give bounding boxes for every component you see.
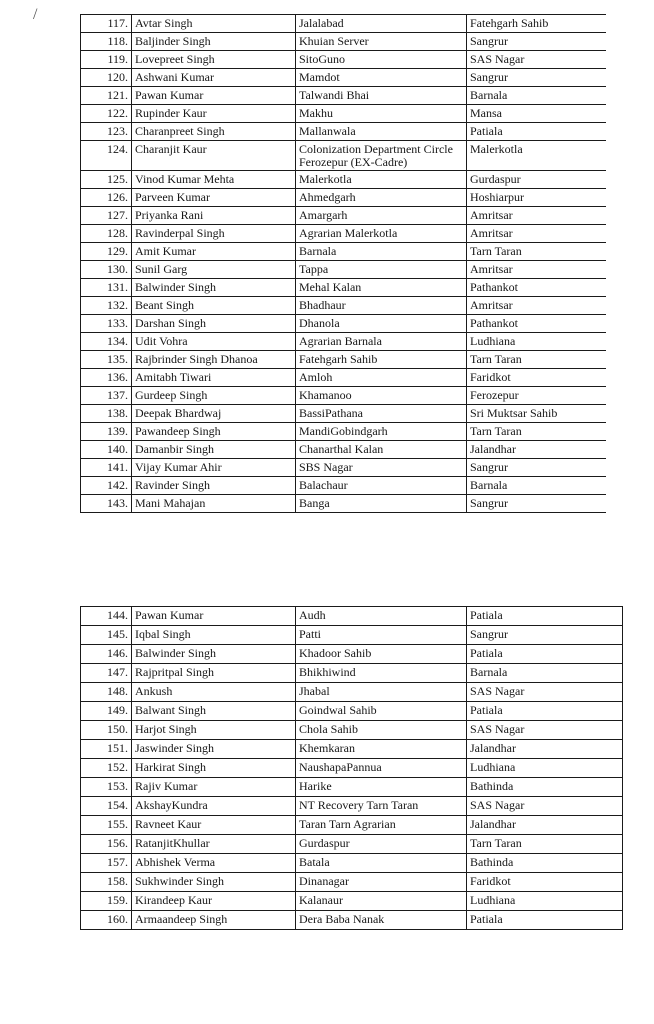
district-cell: Tarn Taran <box>467 243 607 261</box>
table-row <box>81 15 607 33</box>
district-cell: SAS Nagar <box>467 683 623 702</box>
table-row <box>81 279 607 297</box>
serial-number-cell: 119. <box>81 51 132 69</box>
posting-place-cell: Gurdaspur <box>296 835 467 854</box>
employee-name-cell: Jaswinder Singh <box>132 740 296 759</box>
employee-name-cell: Vijay Kumar Ahir <box>132 459 296 477</box>
table-row <box>81 892 623 911</box>
employee-name-cell: Balwant Singh <box>132 702 296 721</box>
employee-name-cell: Baljinder Singh <box>132 33 296 51</box>
posting-place-cell: Bhikhiwind <box>296 664 467 683</box>
district-cell: Bathinda <box>467 778 623 797</box>
employee-name-cell: Pawan Kumar <box>132 607 296 626</box>
employee-name-cell: Udit Vohra <box>132 333 296 351</box>
posting-place-cell: Chanarthal Kalan <box>296 441 467 459</box>
serial-number-cell: 152. <box>81 759 132 778</box>
employee-name-cell: Gurdeep Singh <box>132 387 296 405</box>
table-row <box>81 387 607 405</box>
district-cell: Pathankot <box>467 315 607 333</box>
serial-number-cell: 151. <box>81 740 132 759</box>
serial-number-cell: 146. <box>81 645 132 664</box>
district-cell: Barnala <box>467 664 623 683</box>
posting-place-cell: MandiGobindgarh <box>296 423 467 441</box>
district-cell: Fatehgarh Sahib <box>467 15 607 33</box>
district-cell: Amritsar <box>467 225 607 243</box>
posting-place-cell: Malerkotla <box>296 171 467 189</box>
table-row <box>81 189 607 207</box>
table-row <box>81 459 607 477</box>
district-cell: Tarn Taran <box>467 351 607 369</box>
serial-number-cell: 120. <box>81 69 132 87</box>
employee-name-cell: Pawandeep Singh <box>132 423 296 441</box>
employee-name-cell: Balwinder Singh <box>132 645 296 664</box>
district-cell: Pathankot <box>467 279 607 297</box>
posting-place-cell: Mehal Kalan <box>296 279 467 297</box>
serial-number-cell: 135. <box>81 351 132 369</box>
posting-place-cell: Fatehgarh Sahib <box>296 351 467 369</box>
posting-place-cell: Balachaur <box>296 477 467 495</box>
posting-place-cell: Jalalabad <box>296 15 467 33</box>
employee-name-cell: Beant Singh <box>132 297 296 315</box>
district-cell: Ludhiana <box>467 759 623 778</box>
district-cell: Sangrur <box>467 626 623 645</box>
posting-place-cell: Khemkaran <box>296 740 467 759</box>
table-row <box>81 171 607 189</box>
posting-place-cell: Dinanagar <box>296 873 467 892</box>
posting-place-cell: Khamanoo <box>296 387 467 405</box>
district-cell: SAS Nagar <box>467 51 607 69</box>
district-cell: Jalandhar <box>467 441 607 459</box>
serial-number-cell: 141. <box>81 459 132 477</box>
table-row <box>81 441 607 459</box>
table-row <box>81 87 607 105</box>
table-row <box>81 351 607 369</box>
table-row <box>81 495 607 513</box>
posting-place-cell: Harike <box>296 778 467 797</box>
employee-name-cell: Mani Mahajan <box>132 495 296 513</box>
district-cell: Ferozepur <box>467 387 607 405</box>
district-cell: Barnala <box>467 477 607 495</box>
posting-place-cell: Talwandi Bhai <box>296 87 467 105</box>
employee-name-cell: Amit Kumar <box>132 243 296 261</box>
serial-number-cell: 121. <box>81 87 132 105</box>
district-cell: Patiala <box>467 702 623 721</box>
district-cell: Patiala <box>467 607 623 626</box>
district-cell: Gurdaspur <box>467 171 607 189</box>
district-cell: Bathinda <box>467 854 623 873</box>
table-row <box>81 683 623 702</box>
district-cell: Barnala <box>467 87 607 105</box>
posting-place-cell: Agrarian Barnala <box>296 333 467 351</box>
serial-number-cell: 158. <box>81 873 132 892</box>
posting-place-cell: Dhanola <box>296 315 467 333</box>
transfer-list-table-1 <box>80 14 606 513</box>
employee-name-cell: Avtar Singh <box>132 15 296 33</box>
document-page-1 <box>80 14 606 566</box>
employee-name-cell: Deepak Bhardwaj <box>132 405 296 423</box>
serial-number-cell: 138. <box>81 405 132 423</box>
table-row <box>81 141 607 171</box>
table-row <box>81 778 623 797</box>
table-row <box>81 51 607 69</box>
table-row <box>81 261 607 279</box>
employee-name-cell: Ravinderpal Singh <box>132 225 296 243</box>
district-cell: Sangrur <box>467 495 607 513</box>
posting-place-cell: Ahmedgarh <box>296 189 467 207</box>
table-row <box>81 740 623 759</box>
district-cell: Tarn Taran <box>467 835 623 854</box>
posting-place-cell: Chola Sahib <box>296 721 467 740</box>
serial-number-cell: 142. <box>81 477 132 495</box>
district-cell: Jalandhar <box>467 740 623 759</box>
serial-number-cell: 128. <box>81 225 132 243</box>
employee-name-cell: Charanpreet Singh <box>132 123 296 141</box>
employee-name-cell: AkshayKundra <box>132 797 296 816</box>
table-row <box>81 33 607 51</box>
district-cell: Amritsar <box>467 297 607 315</box>
posting-place-cell: Batala <box>296 854 467 873</box>
posting-place-cell: Amloh <box>296 369 467 387</box>
district-cell: Amritsar <box>467 207 607 225</box>
serial-number-cell: 157. <box>81 854 132 873</box>
serial-number-cell: 140. <box>81 441 132 459</box>
table-row <box>81 702 623 721</box>
serial-number-cell: 156. <box>81 835 132 854</box>
table-row <box>81 759 623 778</box>
table-row <box>81 626 623 645</box>
posting-place-cell: Khuian Server <box>296 33 467 51</box>
transfer-list-table-2 <box>80 606 623 930</box>
serial-number-cell: 148. <box>81 683 132 702</box>
table-row <box>81 105 607 123</box>
district-cell: SAS Nagar <box>467 797 623 816</box>
serial-number-cell: 133. <box>81 315 132 333</box>
table-row <box>81 69 607 87</box>
posting-place-cell: Patti <box>296 626 467 645</box>
table-row <box>81 369 607 387</box>
serial-number-cell: 139. <box>81 423 132 441</box>
posting-place-cell: Khadoor Sahib <box>296 645 467 664</box>
posting-place-cell: Mamdot <box>296 69 467 87</box>
employee-name-cell: Darshan Singh <box>132 315 296 333</box>
table-row <box>81 477 607 495</box>
table-row <box>81 123 607 141</box>
posting-place-cell: SBS Nagar <box>296 459 467 477</box>
posting-place-cell: Bhadhaur <box>296 297 467 315</box>
employee-name-cell: Charanjit Kaur <box>132 141 296 171</box>
table-row <box>81 423 607 441</box>
employee-name-cell: Ashwani Kumar <box>132 69 296 87</box>
district-cell: Patiala <box>467 911 623 930</box>
employee-name-cell: Harkirat Singh <box>132 759 296 778</box>
employee-name-cell: Priyanka Rani <box>132 207 296 225</box>
posting-place-cell: Amargarh <box>296 207 467 225</box>
table-row <box>81 225 607 243</box>
table-row <box>81 721 623 740</box>
serial-number-cell: 126. <box>81 189 132 207</box>
district-cell: Tarn Taran <box>467 423 607 441</box>
employee-name-cell: Kirandeep Kaur <box>132 892 296 911</box>
posting-place-cell: NaushараPannua <box>296 759 467 778</box>
table-row <box>81 333 607 351</box>
district-cell: Malerkotla <box>467 141 607 171</box>
employee-name-cell: Lovepreet Singh <box>132 51 296 69</box>
employee-name-cell: RatanjitKhullar <box>132 835 296 854</box>
district-cell: Jalandhar <box>467 816 623 835</box>
serial-number-cell: 136. <box>81 369 132 387</box>
serial-number-cell: 155. <box>81 816 132 835</box>
employee-name-cell: Ravneet Kaur <box>132 816 296 835</box>
district-cell: Patiala <box>467 123 607 141</box>
district-cell: Sangrur <box>467 33 607 51</box>
employee-name-cell: Parveen Kumar <box>132 189 296 207</box>
table-row <box>81 297 607 315</box>
serial-number-cell: 144. <box>81 607 132 626</box>
serial-number-cell: 145. <box>81 626 132 645</box>
serial-number-cell: 125. <box>81 171 132 189</box>
employee-name-cell: Sunil Garg <box>132 261 296 279</box>
employee-name-cell: Pawan Kumar <box>132 87 296 105</box>
posting-place-cell: Goindwal Sahib <box>296 702 467 721</box>
district-cell: Ludhiana <box>467 892 623 911</box>
district-cell: Patiala <box>467 645 623 664</box>
table-row <box>81 797 623 816</box>
table-row <box>81 405 607 423</box>
district-cell: Mansa <box>467 105 607 123</box>
serial-number-cell: 130. <box>81 261 132 279</box>
table-row <box>81 835 623 854</box>
table-row <box>81 873 623 892</box>
serial-number-cell: 147. <box>81 664 132 683</box>
district-cell: Faridkot <box>467 873 623 892</box>
district-cell: Sangrur <box>467 459 607 477</box>
employee-name-cell: Abhishek Verma <box>132 854 296 873</box>
serial-number-cell: 137. <box>81 387 132 405</box>
serial-number-cell: 117. <box>81 15 132 33</box>
table-row <box>81 664 623 683</box>
posting-place-cell: Tappa <box>296 261 467 279</box>
table-row <box>81 207 607 225</box>
table-row <box>81 911 623 930</box>
posting-place-cell: NT Recovery Tarn Taran <box>296 797 467 816</box>
posting-place-cell: Kalanaur <box>296 892 467 911</box>
posting-place-cell: SitoGuno <box>296 51 467 69</box>
table-row <box>81 315 607 333</box>
serial-number-cell: 149. <box>81 702 132 721</box>
employee-name-cell: Armaandeep Singh <box>132 911 296 930</box>
serial-number-cell: 131. <box>81 279 132 297</box>
district-cell: Amritsar <box>467 261 607 279</box>
serial-number-cell: 154. <box>81 797 132 816</box>
employee-name-cell: Sukhwinder Singh <box>132 873 296 892</box>
employee-name-cell: Rajpritpal Singh <box>132 664 296 683</box>
employee-name-cell: Vinod Kumar Mehta <box>132 171 296 189</box>
posting-place-cell: Dera Baba Nanak <box>296 911 467 930</box>
posting-place-cell: Audh <box>296 607 467 626</box>
posting-place-cell: Banga <box>296 495 467 513</box>
serial-number-cell: 160. <box>81 911 132 930</box>
posting-place-cell: Makhu <box>296 105 467 123</box>
serial-number-cell: 127. <box>81 207 132 225</box>
employee-name-cell: Ravinder Singh <box>132 477 296 495</box>
document-page-2 <box>80 606 606 996</box>
district-cell: Faridkot <box>467 369 607 387</box>
serial-number-cell: 129. <box>81 243 132 261</box>
serial-number-cell: 134. <box>81 333 132 351</box>
employee-name-cell: Harjot Singh <box>132 721 296 740</box>
serial-number-cell: 150. <box>81 721 132 740</box>
district-cell: Sri Muktsar Sahib <box>467 405 607 423</box>
corner-mark: / <box>33 6 38 23</box>
posting-place-cell: Colonization Department Circle Ferozepur (EX-Cadre) <box>296 141 467 171</box>
serial-number-cell: 122. <box>81 105 132 123</box>
serial-number-cell: 143. <box>81 495 132 513</box>
employee-name-cell: Iqbal Singh <box>132 626 296 645</box>
serial-number-cell: 132. <box>81 297 132 315</box>
serial-number-cell: 153. <box>81 778 132 797</box>
posting-place-cell: Barnala <box>296 243 467 261</box>
employee-name-cell: Damanbir Singh <box>132 441 296 459</box>
district-cell: Hoshiarpur <box>467 189 607 207</box>
posting-place-cell: Agrarian Malerkotla <box>296 225 467 243</box>
table-row <box>81 645 623 664</box>
employee-name-cell: Balwinder Singh <box>132 279 296 297</box>
employee-name-cell: Amitabh Tiwari <box>132 369 296 387</box>
posting-place-cell: Taran Tarn Agrarian <box>296 816 467 835</box>
district-cell: SAS Nagar <box>467 721 623 740</box>
serial-number-cell: 123. <box>81 123 132 141</box>
employee-name-cell: Rupinder Kaur <box>132 105 296 123</box>
serial-number-cell: 124. <box>81 141 132 171</box>
table-row <box>81 816 623 835</box>
posting-place-cell: Jhabal <box>296 683 467 702</box>
employee-name-cell: Rajbrinder Singh Dhanoa <box>132 351 296 369</box>
district-cell: Sangrur <box>467 69 607 87</box>
posting-place-cell: Mallanwala <box>296 123 467 141</box>
serial-number-cell: 159. <box>81 892 132 911</box>
serial-number-cell: 118. <box>81 33 132 51</box>
posting-place-cell: BassiPathana <box>296 405 467 423</box>
table-row <box>81 243 607 261</box>
employee-name-cell: Rajiv Kumar <box>132 778 296 797</box>
table-row <box>81 854 623 873</box>
employee-name-cell: Ankush <box>132 683 296 702</box>
table-row <box>81 607 623 626</box>
district-cell: Ludhiana <box>467 333 607 351</box>
